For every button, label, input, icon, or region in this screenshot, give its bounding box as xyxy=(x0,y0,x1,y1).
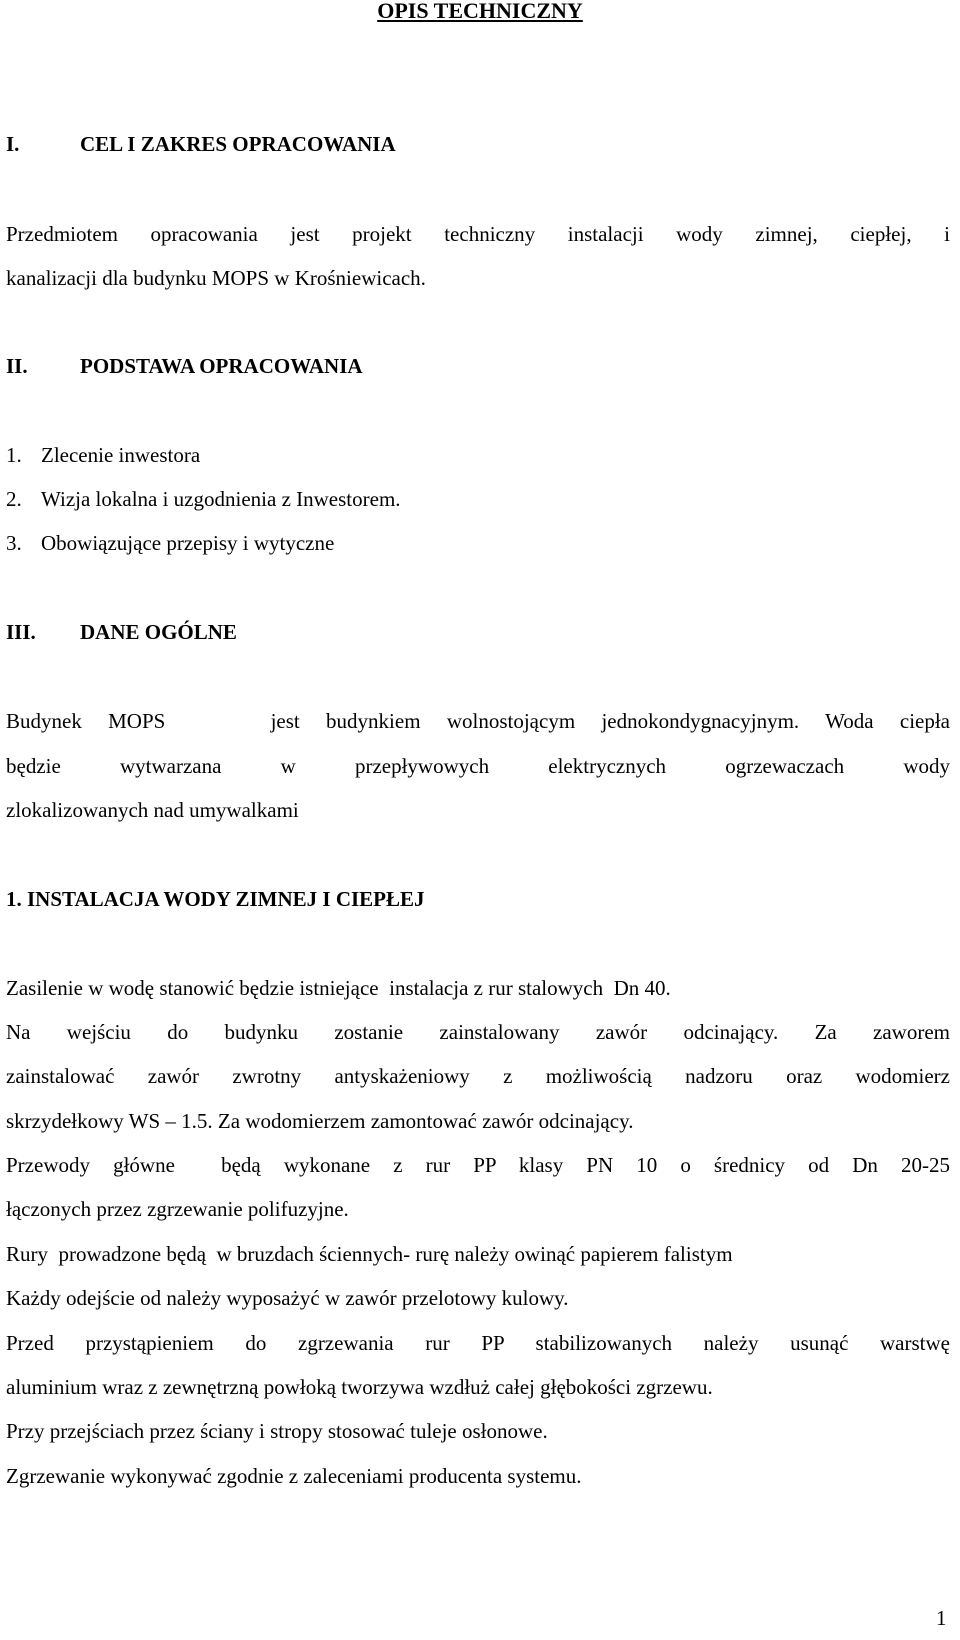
paragraph-line: skrzydełkowy WS – 1.5. Za wodomierzem zamontować zawór odcinający. xyxy=(6,1109,634,1133)
paragraph-line: Zasilenie w wodę stanowić będzie istniejące instalacja z rur stalowych Dn 40. xyxy=(6,976,671,1000)
list-number: 3. xyxy=(6,531,22,555)
list-text: Zlecenie inwestora xyxy=(41,443,201,467)
list-number: 1. xyxy=(6,443,22,467)
list-text: Obowiązujące przepisy i wytyczne xyxy=(41,531,335,555)
paragraph-line: będzie wytwarzana w przepływowych elektrycznych ogrzewaczach wody xyxy=(6,754,950,778)
list-item xyxy=(6,486,401,512)
section-heading-1 xyxy=(6,131,396,157)
paragraph-line: Budynek MOPS jest budynkiem wolnostojącym jednokondygnacyjnym. Woda ciepła xyxy=(6,709,950,733)
paragraph-line: Przedmiotem opracowania jest projekt techniczny instalacji wody zimnej, ciepłej, i xyxy=(6,222,950,246)
paragraph-line: aluminium wraz z zewnętrzną powłoką tworzywa wzdłuż całej głębokości zgrzewu. xyxy=(6,1375,713,1399)
section-title: DANE OGÓLNE xyxy=(80,620,237,644)
paragraph-line: zainstalować zawór zwrotny antyskażeniowy z możliwością nadzoru oraz wodomierz xyxy=(6,1064,950,1088)
document-title: OPIS TECHNICZNY xyxy=(377,0,583,23)
paragraph-line: Zgrzewanie wykonywać zgodnie z zaleceniami producenta systemu. xyxy=(6,1464,582,1488)
paragraph-line: kanalizacji dla budynku MOPS w Krośniewicach. xyxy=(6,266,426,290)
paragraph-line: Przewody główne będą wykonane z rur PP klasy PN 10 o średnicy od Dn 20-25 xyxy=(6,1153,950,1177)
section-title: PODSTAWA OPRACOWANIA xyxy=(80,354,363,378)
section-number: III. xyxy=(6,620,36,644)
list-item xyxy=(6,530,334,556)
paragraph-line: zlokalizowanych nad umywalkami xyxy=(6,798,299,822)
section-number: II. xyxy=(6,354,28,378)
paragraph-line: Na wejściu do budynku zostanie zainstalowany zawór odcinający. Za zaworem xyxy=(6,1020,950,1044)
section-heading-2 xyxy=(6,353,363,379)
section-heading-3 xyxy=(6,619,237,645)
page-number: 1 xyxy=(936,1606,947,1630)
subsection-heading: 1. INSTALACJA WODY ZIMNEJ I CIEPŁEJ xyxy=(6,887,425,911)
list-number: 2. xyxy=(6,487,22,511)
paragraph-line: Przed przystąpieniem do zgrzewania rur PP stabilizowanych należy usunąć warstwę xyxy=(6,1331,950,1355)
list-item xyxy=(6,442,200,468)
section-number: I. xyxy=(6,132,20,156)
paragraph-line: Rury prowadzone będą w bruzdach ściennych- rurę należy owinąć papierem falistym xyxy=(6,1242,733,1266)
paragraph-line: Przy przejściach przez ściany i stropy stosować tuleje osłonowe. xyxy=(6,1419,548,1443)
paragraph-line: Każdy odejście od należy wyposażyć w zawór przelotowy kulowy. xyxy=(6,1286,569,1310)
section-title: CEL I ZAKRES OPRACOWANIA xyxy=(80,132,396,156)
list-text: Wizja lokalna i uzgodnienia z Inwestorem. xyxy=(41,487,401,511)
paragraph-line: łączonych przez zgrzewanie polifuzyjne. xyxy=(6,1197,349,1221)
